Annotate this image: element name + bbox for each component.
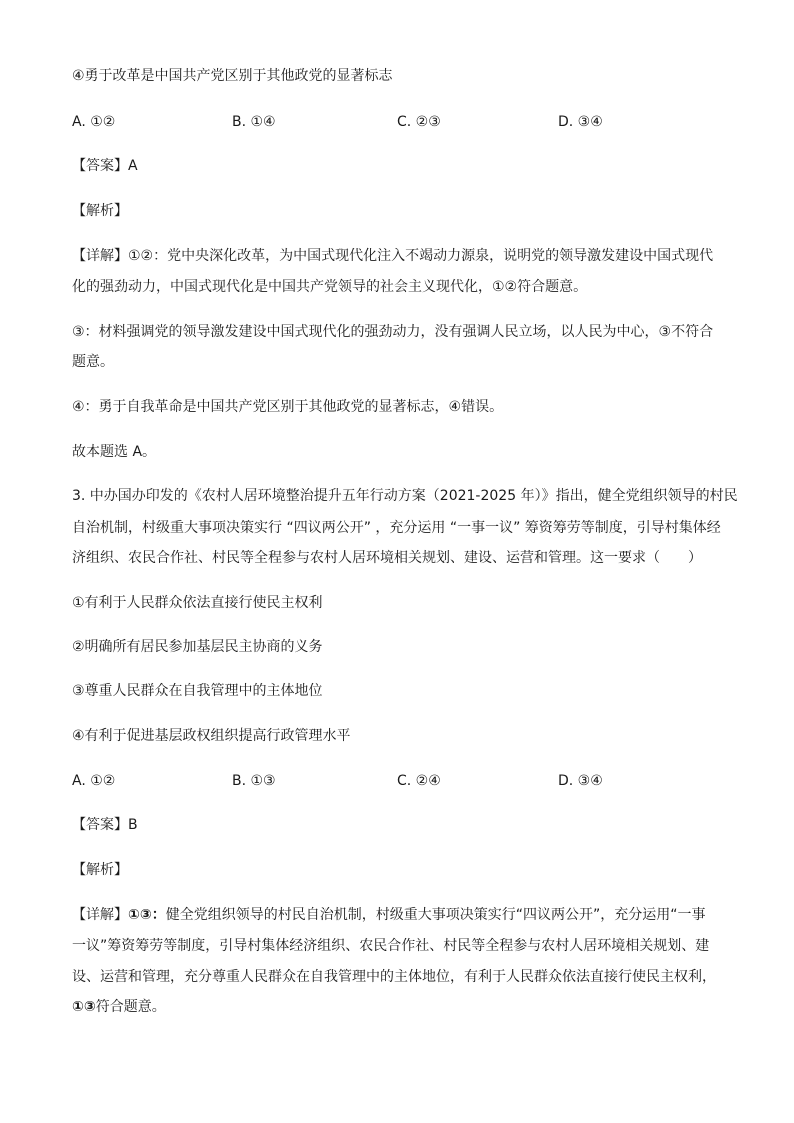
answer-value: B: [128, 817, 138, 833]
q2-option-b: B. ①④: [232, 114, 276, 130]
q3-detail-line-2: 一议”筹资筹劳等制度，引导村集体经济组织、农民合作社、村民等全程参与农村人居环境相关规划、建: [72, 938, 710, 954]
q2-option-d: D. ③④: [558, 114, 603, 130]
q3-detail-line-4: [72, 997, 166, 1017]
q2-detail-line-1: [72, 246, 713, 266]
q3-stem-line-2: 自治机制，村级重大事项决策实行 “四议两公开” ，充分运用 “一事一议” 筹资筹劳等制度，引导村集体经: [72, 520, 721, 536]
q3-option-d: D. ③④: [558, 773, 603, 789]
q2-statement-4: ④勇于改革是中国共产党区别于其他政党的显著标志: [72, 68, 393, 84]
q3-option-b: B. ①③: [232, 773, 276, 789]
answer-value: A: [128, 158, 138, 174]
detail-lead: ①③：: [128, 907, 166, 923]
q3-option-c: C. ②④: [397, 773, 441, 789]
q2-conclusion: 故本题选 A。: [72, 444, 157, 460]
q3-statement-3: ③尊重人民群众在自我管理中的主体地位: [72, 683, 323, 699]
detail-tag: 【详解】: [72, 907, 128, 923]
q3-statement-1: ①有利于人民群众依法直接行使民主权利: [72, 595, 323, 611]
detail-lead: ①③: [72, 999, 96, 1015]
q3-statement-4: ④有利于促进基层政权组织提高行政管理水平: [72, 728, 351, 744]
q3-stem-line-3: 济组织、农民合作社、村民等全程参与农村人居环境相关规划、建设、运营和管理。这一要求（ ）: [72, 550, 702, 566]
detail-text: ①②：党中央深化改革，为中国式现代化注入不竭动力源泉，说明党的领导激发建设中国式现代: [128, 248, 714, 264]
q2-detail-p2-line-2: 题意。: [72, 354, 114, 370]
q2-option-a: A. ①②: [72, 114, 116, 130]
q3-answer: [72, 815, 138, 835]
q2-option-c: C. ②③: [397, 114, 441, 130]
q3-analysis-tag: 【解析】: [72, 862, 128, 878]
q3-stem-line-1: 3. 中办国办印发的《农村人居环境整治提升五年行动方案（2021-2025 年）》指出，健全党组织领导的村民: [72, 488, 738, 504]
detail-text: 符合题意。: [95, 999, 166, 1015]
q2-detail-p3: ④：勇于自我革命是中国共产党区别于其他政党的显著标志，④错误。: [72, 399, 504, 415]
q3-statement-2: ②明确所有居民参加基层民主协商的义务: [72, 639, 323, 655]
q3-detail-line-3: 设、运营和管理，充分尊重人民群众在自我管理中的主体地位，有利于人民群众依法直接行使民主权利，: [72, 969, 716, 985]
q2-detail-line-2: 化的强劲动力，中国式现代化是中国共产党领导的社会主义现代化，①②符合题意。: [72, 279, 588, 295]
q3-option-a: A. ①②: [72, 773, 116, 789]
q2-detail-p2-line-1: ③：材料强调党的领导激发建设中国式现代化的强劲动力，没有强调人民立场，以人民为中心，③不符合: [72, 324, 714, 340]
q2-analysis-tag: 【解析】: [72, 203, 128, 219]
answer-tag: 【答案】: [72, 817, 128, 833]
q3-detail-line-1: [72, 905, 705, 925]
q2-answer: [72, 156, 138, 176]
detail-text: 健全党组织领导的村民自治机制，村级重大事项决策实行“四议两公开”，充分运用“一事: [165, 907, 706, 923]
answer-tag: 【答案】: [72, 158, 128, 174]
detail-tag: 【详解】: [72, 248, 128, 264]
